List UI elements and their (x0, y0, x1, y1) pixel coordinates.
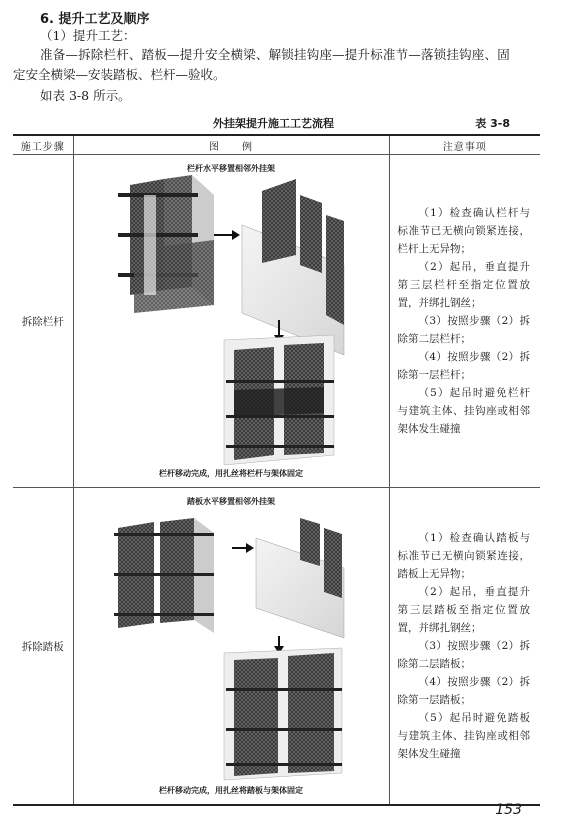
notes-cell (389, 488, 540, 806)
note-item: （4）按照步骤（2）拆除第一层踏板； (397, 676, 530, 706)
intro-line-3: 定安全横梁—安装踏板、栏杆—验收。 (13, 67, 226, 82)
table-header-row (13, 135, 540, 155)
header-figure: 图 例 (73, 135, 389, 155)
note-item: （2）起吊，垂直提升第三层踏板至指定位置放置，并绑扎钢丝； (397, 586, 530, 634)
note-item: （5）起吊时避免踏板与建筑主体、挂钩座或相邻架体发生碰撞 (397, 712, 530, 760)
note-item: （5）起吊时避免栏杆与建筑主体、挂钩座或相邻架体发生碰撞 (397, 387, 530, 435)
step-label: 拆除栏杆 (13, 155, 73, 488)
note-item: （1）检查确认踏板与标准节已无横向锁紧连接，踏板上无异物； (397, 532, 530, 580)
scaffold-bottom-icon (224, 335, 334, 465)
board-removal-illustration (74, 488, 390, 804)
railing-removal-illustration (74, 155, 390, 487)
arrow-right-icon (232, 543, 254, 553)
scaffold-right-top-icon (256, 518, 344, 638)
table-row (13, 155, 540, 488)
table-number: 表 3-8 (475, 117, 510, 130)
note-item: （3）按照步骤（2）拆除第二层踏板； (397, 640, 530, 670)
page-number: 153 (495, 802, 522, 818)
header-step: 施工步骤 (13, 135, 73, 155)
scaffold-bottom-icon (224, 648, 342, 780)
intro-line-2: 准备—拆除栏杆、踏板—提升安全横梁、解锁挂钩座—提升标准节—落锁挂钩座、固 (40, 47, 510, 62)
table-caption (13, 113, 540, 131)
table-title: 外挂架提升施工工艺流程 (213, 117, 334, 130)
notes-cell (389, 155, 540, 488)
note-item: （2）起吊，垂直提升第三层栏杆至指定位置放置，并绑扎钢丝； (397, 261, 530, 309)
step-label: 拆除踏板 (13, 488, 73, 806)
process-table (13, 134, 540, 806)
note-item: （3）按照步骤（2）拆除第二层栏杆； (397, 315, 530, 345)
figure-bottom-caption: 栏杆移动完成，用扎丝将栏杆与架体固定 (159, 469, 303, 478)
note-item: （1）检查确认栏杆与标准节已无横向锁紧连接，栏杆上无异物； (397, 207, 530, 255)
table-row (13, 488, 540, 806)
figure-cell (73, 155, 389, 488)
intro-line-4: 如表 3-8 所示。 (40, 88, 131, 103)
figure-top-caption: 栏杆水平移置相邻外挂架 (187, 164, 275, 173)
arrow-right-icon (214, 230, 240, 240)
figure-top-caption: 踏板水平移置相邻外挂架 (187, 497, 275, 506)
note-item: （4）按照步骤（2）拆除第一层栏杆； (397, 351, 530, 381)
scaffold-left-icon (114, 518, 214, 633)
scaffold-left-icon (118, 175, 214, 313)
figure-cell (73, 488, 389, 806)
intro-line-1: （1）提升工艺： (40, 28, 136, 43)
header-notes: 注意事项 (389, 135, 540, 155)
section-heading: 6. 提升工艺及顺序 (40, 12, 150, 27)
figure-bottom-caption: 栏杆移动完成，用扎丝将踏板与架体固定 (159, 786, 303, 795)
scaffold-right-top-icon (242, 179, 344, 355)
